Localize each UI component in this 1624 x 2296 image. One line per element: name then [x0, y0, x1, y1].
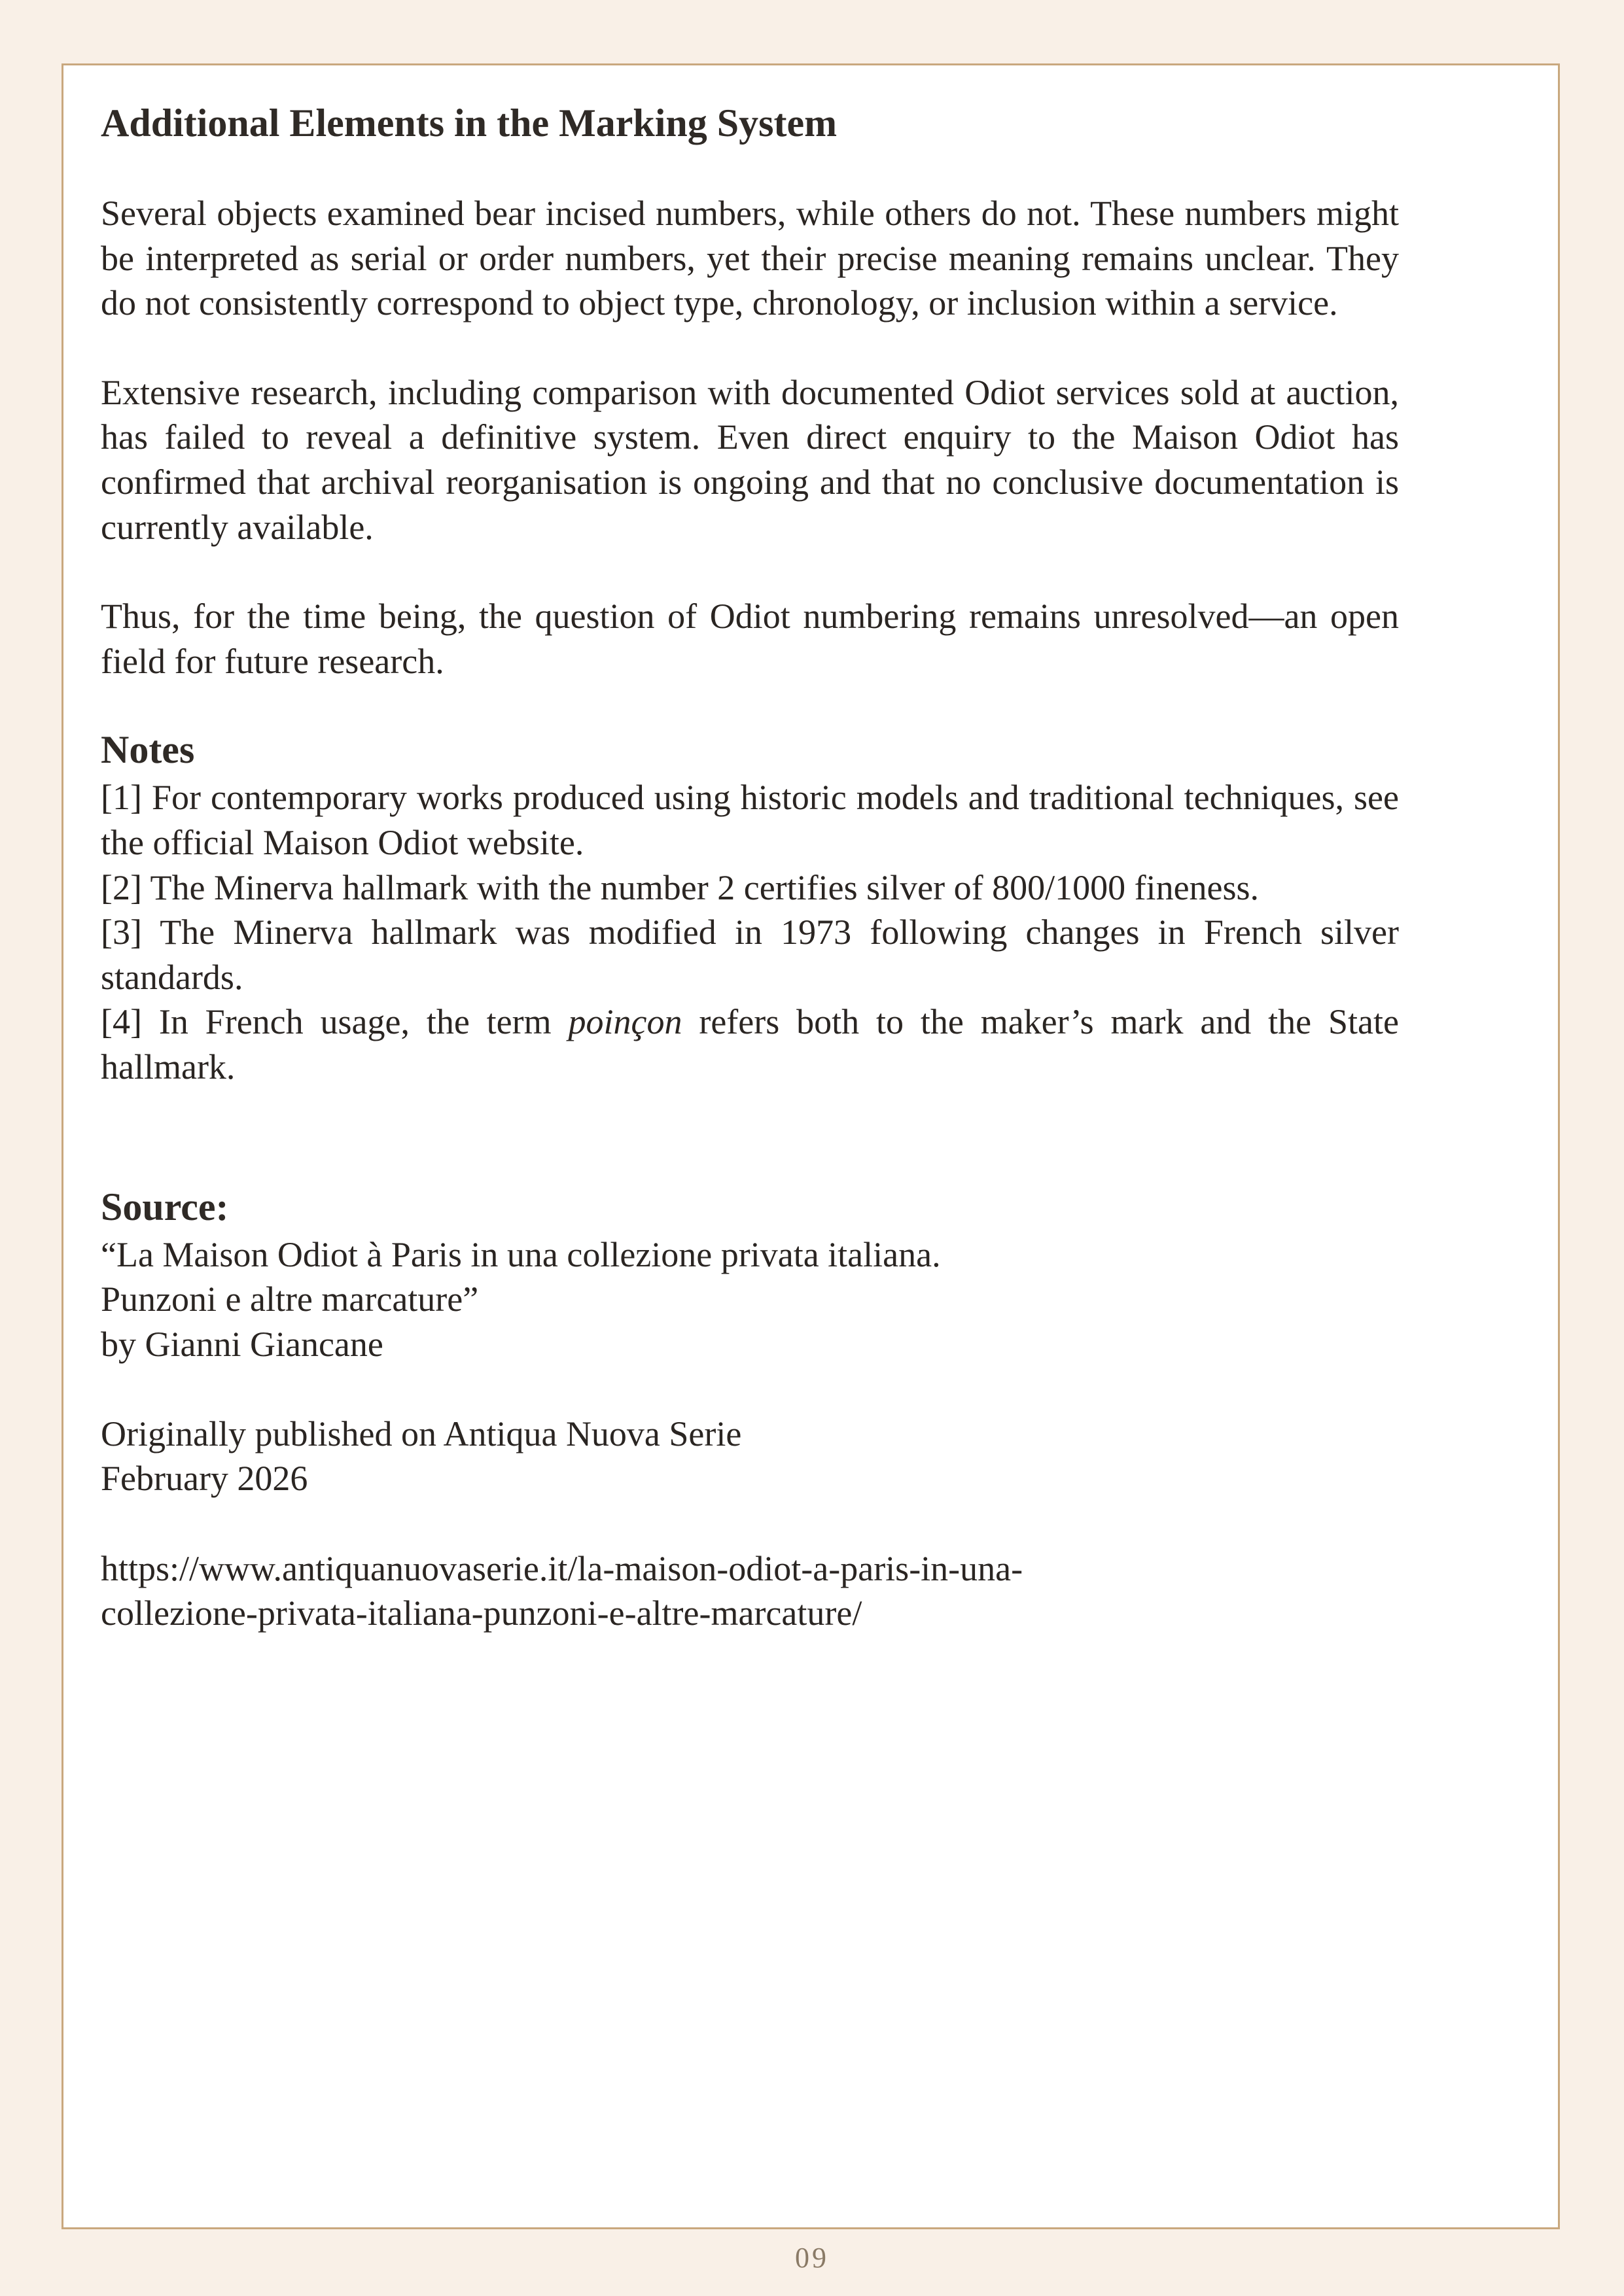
note-item: [101, 1000, 1399, 1089]
source-block: [101, 1232, 1399, 1636]
source-article-title-line2: Punzoni e altre marcature”: [101, 1279, 479, 1319]
source-date: February 2026: [101, 1459, 308, 1499]
source-url-line1[interactable]: https://www.antiquanuovaserie.it/la-maison-odiot-a-paris-in-una-: [101, 1548, 1023, 1588]
paragraph-unresolved: Thus, for the time being, the question of Odiot numbering remains unresolved—an open field for future research.: [101, 597, 1399, 681]
paragraph-research: Extensive research, including comparison with documented Odiot services sold at auction, has failed to reveal a definitive system. Even direct enquiry to the Maison Odiot has confirmed that archival reorganisation is ongoing and that no conclusive documentation is currently available.: [101, 372, 1399, 547]
source-author: by Gianni Giancane: [101, 1324, 383, 1364]
source-article-title-line1: “La Maison Odiot à Paris in una collezione privata italiana.: [101, 1234, 941, 1274]
section-title: Additional Elements in the Marking System: [101, 101, 838, 145]
note-item: [2] The Minerva hallmark with the number 2 certifies silver of 800/1000 fineness.: [101, 867, 1260, 907]
note4-prefix: [4] In French usage, the term: [101, 1002, 569, 1042]
note-item: [3] The Minerva hallmark was modified in 1973 following changes in French silver standards.: [101, 913, 1399, 997]
page-number: 09: [795, 2242, 829, 2274]
source-publication: Originally published on Antiqua Nuova Serie: [101, 1414, 742, 1453]
notes-list: [101, 775, 1399, 1089]
note4-term: poinçon: [568, 1002, 682, 1042]
notes-title: Notes: [101, 728, 195, 772]
page-content: [101, 98, 1399, 1636]
source-title: Source:: [101, 1185, 229, 1228]
note-item: [1] For contemporary works produced using historic models and traditional techniques, see the official Maison Odiot website.: [101, 778, 1399, 862]
paragraph-incised-numbers: Several objects examined bear incised numbers, while others do not. These numbers might be interpreted as serial or order numbers, yet their precise meaning remains unclear. They do not consistently correspond to object type, chronology, or inclusion within a service.: [101, 194, 1399, 323]
source-url-line2[interactable]: collezione-privata-italiana-punzoni-e-altre-marcature/: [101, 1593, 862, 1633]
note4-suffix: refers both to the maker’s mark and the State hallmark.: [101, 1002, 1399, 1087]
